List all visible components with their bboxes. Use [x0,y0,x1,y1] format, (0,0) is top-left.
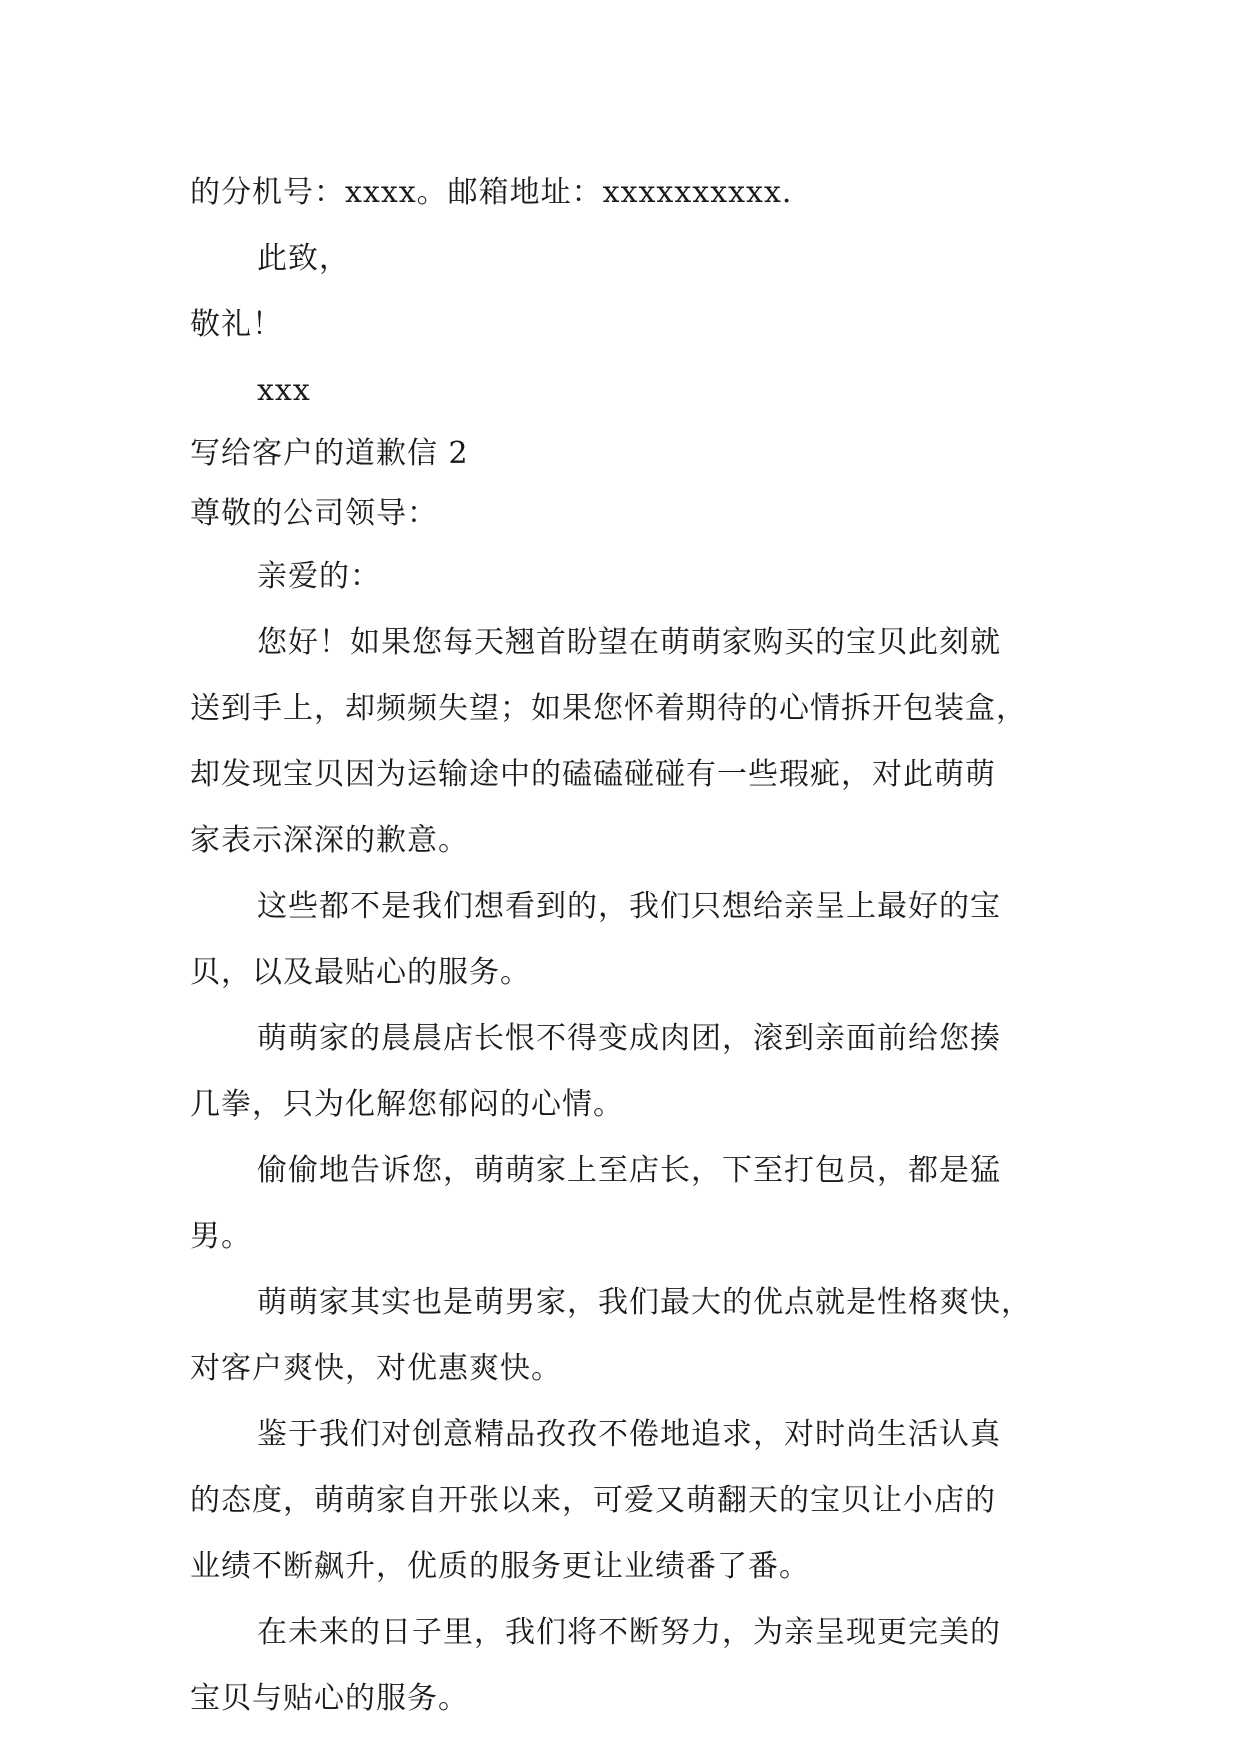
letter-title: 写给客户的道歉信 2 [190,436,469,471]
paragraph-line: 男。 [190,1219,252,1254]
paragraph-line: 却发现宝贝因为运输途中的磕磕碰碰有一些瑕疵，对此萌萌 [190,757,996,792]
paragraph-line: 家表示深深的歉意。 [190,823,469,858]
paragraph [190,1138,1060,1270]
paragraph-line: 这些都不是我们想看到的，我们只想给亲呈上最好的宝 [257,889,1001,924]
greeting: 亲爱的： [257,559,381,594]
paragraph-line: 您好！如果您每天翘首盼望在萌萌家购买的宝贝此刻就 [257,625,1001,660]
paragraph-line: 鉴于我们对创意精品孜孜不倦地追求，对时尚生活认真 [257,1417,1001,1452]
paragraph-line: 送到手上，却频频失望；如果您怀着期待的心情拆开包装盒， [190,691,1027,726]
paragraph-line: 贝，以及最贴心的服务。 [190,955,531,990]
paragraph-line: 对客户爽快，对优惠爽快。 [190,1351,562,1386]
paragraph-line: 的态度，萌萌家自开张以来，可爱又萌翻天的宝贝让小店的 [190,1483,996,1518]
salutation: 尊敬的公司领导： [190,496,438,531]
paragraph [190,610,1060,874]
signature: xxx [257,373,311,408]
paragraph [190,1600,1060,1732]
paragraph-line: 偷偷地告诉您，萌萌家上至店长，下至打包员，都是猛 [257,1153,1001,1188]
closing-line-2: 敬礼！ [190,307,283,342]
contact-line: 的分机号：xxxx。邮箱地址：xxxxxxxxxx. [190,175,793,210]
paragraph [190,1402,1060,1600]
paragraph-line: 业绩不断飙升，优质的服务更让业绩番了番。 [190,1549,810,1584]
paragraph-line: 在未来的日子里，我们将不断努力，为亲呈现更完美的 [257,1615,1001,1650]
paragraph-line: 宝贝与贴心的服务。 [190,1681,469,1716]
paragraph [190,1006,1060,1138]
paragraph-line: 萌萌家其实也是萌男家，我们最大的优点就是性格爽快， [257,1285,1032,1320]
paragraph-line: 几拳，只为化解您郁闷的心情。 [190,1087,624,1122]
paragraph-line: 萌萌家的晨晨店长恨不得变成肉团，滚到亲面前给您揍 [257,1021,1001,1056]
letter-body [190,160,1060,1732]
paragraph [190,874,1060,1006]
closing-line-1: 此致， [257,241,350,276]
paragraph [190,1270,1060,1402]
